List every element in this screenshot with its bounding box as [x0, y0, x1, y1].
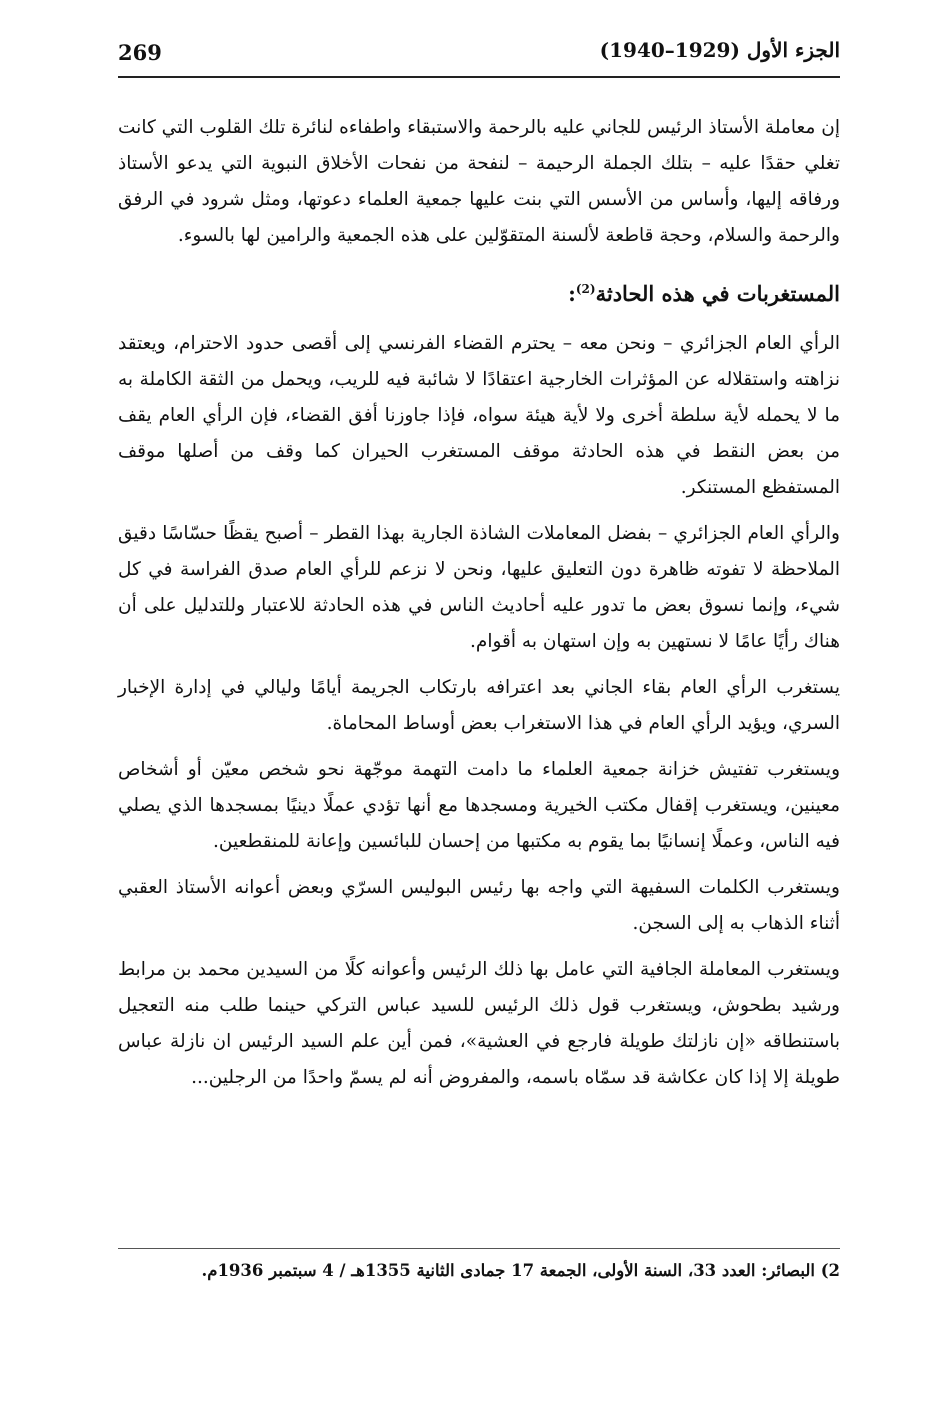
main-text — [118, 110, 840, 1106]
intro-paragraph: إن معاملة الأستاذ الرئيس للجاني عليه بالرحمة والاستبقاء واطفاءه لنائرة تلك القلوب التي كانت تغلي حقدًا عليه – بتلك الجملة الرحيمة – لنفحة من نفحات الأخلاق النبوية التي يدعو الأستاذ ورفاقه إليها، وأساس من الأسس التي بنت عليها جمعية العلماء دعوتها، ومثل شرود في الرفق والرحمة والسلام، وحجة قاطعة لألسنة المتقوّلين على هذه الجمعية والرامين لها بالسوء. — [118, 117, 840, 246]
section-heading — [118, 274, 840, 314]
paragraph: ويستغرب الكلمات السفيهة التي واجه بها رئيس البوليس السرّي وبعض أعوانه الأستاذ العقبي أثناء الذهاب به إلى السجن. — [118, 877, 840, 934]
footnote-reference[interactable]: (2) — [575, 282, 596, 296]
paragraph: الرأي العام الجزائري – ونحن معه – يحترم القضاء الفرنسي إلى أقصى حدود الاحترام، ويعتقد نزاهته واستقلاله عن المؤثرات الخارجية اعتقادًا لا شائبة فيه للريب، ويحمل من الثقة الكاملة به ما لا يحمله لأية سلطة أخرى ولا لأية هيئة سواه، فإذا جاوزنا أفق القضاء، فإن الرأي العام يقف من بعض النقط في هذه الحادثة موقف المستغرب الحيران كما وقف من أصلها موقف المستفظع المستنكر. — [118, 333, 840, 498]
paragraph: ويستغرب تفتيش خزانة جمعية العلماء ما دامت التهمة موجّهة نحو شخص معيّن أو أشخاص معينين، ويستغرب إقفال مكتب الخيرية ومسجدها مع أنها تؤدي عملًا دينيًا بمسجدها الذي يصلي فيه الناس، وعملًا إنسانيًا بما يقوم به مكتبها من إحسان للبائسين وإعانة للمنقطعين. — [118, 759, 840, 852]
paragraph: ويستغرب المعاملة الجافية التي عامل بها ذلك الرئيس وأعوانه كلًا من السيدين محمد بن مرابط ورشيد بطحوش، ويستغرب قول ذلك الرئيس للسيد عباس التركي حينما طلب منه التعجيل باستنطاقه «إن نازلتك طويلة فارجع في العشية»، فمن أين علم السيد الرئيس ان نازلة عباس طويلة إلا إذا كان عكاشة قد سمّاه باسمه، والمفروض أنه لم يسمّ واحدًا من الرجلين... — [118, 959, 840, 1088]
paragraph: والرأي العام الجزائري – بفضل المعاملات الشاذة الجارية بهذا القطر – أصبح يقظًا حسّاسًا دقيق الملاحظة لا تفوته ظاهرة دون التعليق عليها، ونحن لا نزعم للرأي العام صدق الفراسة في كل شيء، وإنما نسوق بعض ما تدور عليه أحاديث الناس في هذه الحادثة للاعتبار وللتدليل على أن هناك رأيًا عامًا لا نستهين به وإن استهان به أقوام. — [118, 523, 840, 652]
page-number: 269 — [118, 40, 162, 65]
running-title: الجزء الأول (1929–1940) — [599, 38, 840, 62]
section-heading-text: المستغربات في هذه الحادثة — [595, 281, 840, 306]
page-header — [118, 36, 840, 78]
footnote: 2) البصائر: العدد 33، السنة الأولى، الجمعة 17 جمادى الثانية 1355هـ / 4 سبتمبر 1936م. — [201, 1261, 840, 1280]
paragraph: يستغرب الرأي العام بقاء الجاني بعد اعترافه بارتكاب الجريمة أيامًا وليالي في إدارة الإخبار السري، ويؤيد الرأي العام في هذا الاستغراب بعض أوساط المحاماة. — [118, 677, 840, 734]
footnote-divider — [118, 1248, 840, 1249]
heading-colon: : — [568, 281, 576, 306]
